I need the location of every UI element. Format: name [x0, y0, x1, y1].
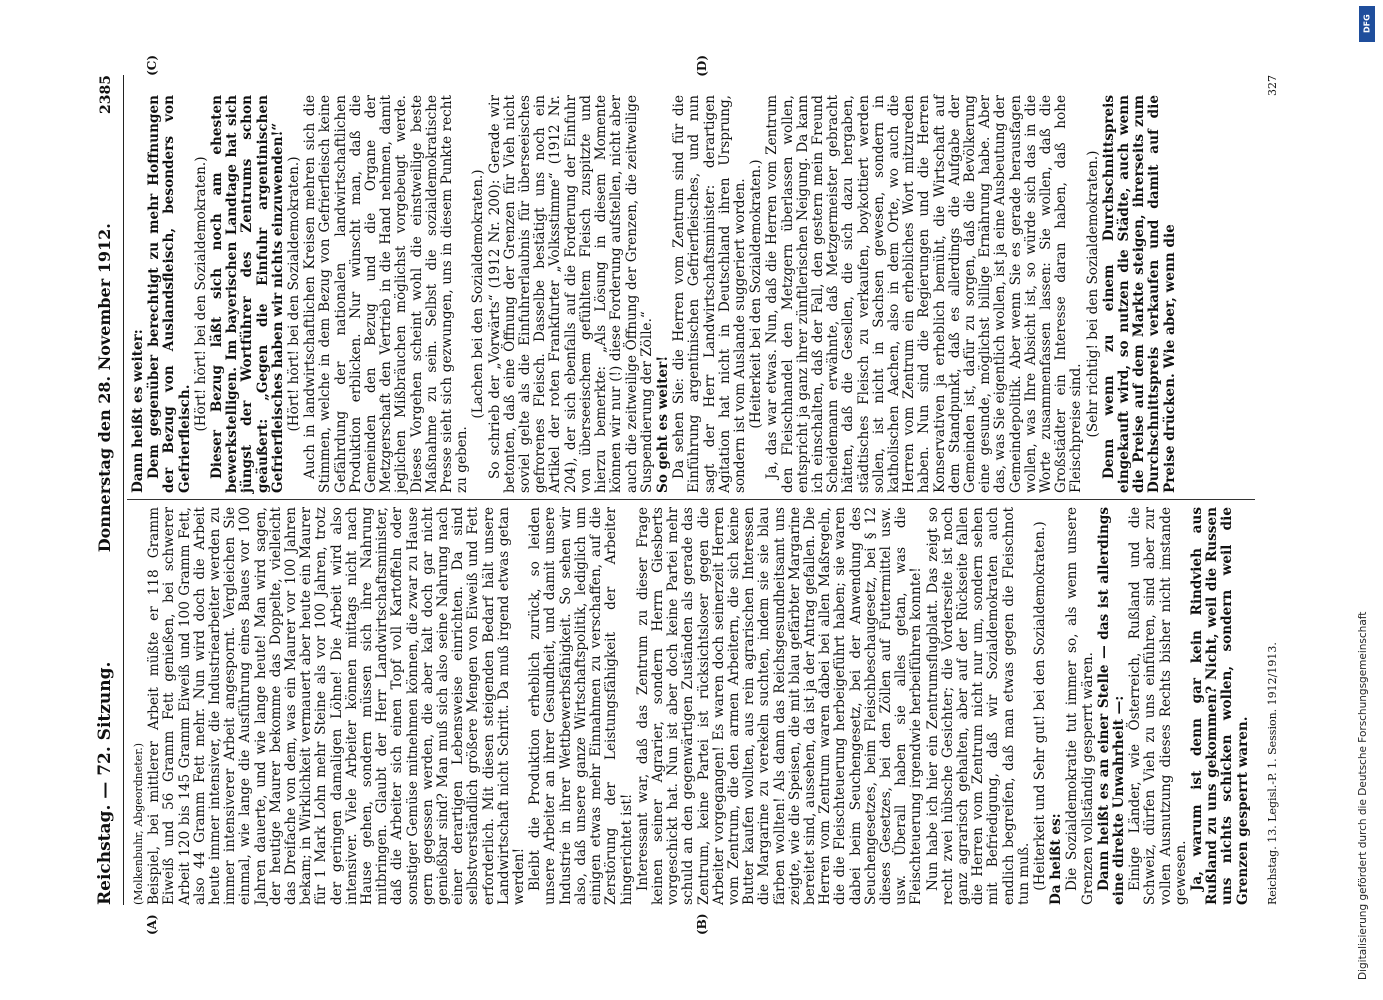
header-date: Donnerstag den 28. November 1912.	[95, 223, 114, 553]
speaker-note: (Molkenbuhr, Abgeordneter.)	[132, 742, 145, 905]
quote: Dieser Bezug läßt sich noch am ehesten bewerkstelligen. Im bayerischen Landtage hat sich jüngst der Wortführer des Zentrums schon geäußert: „Gegen die Einfuhr argentinischen Gefrierfleisches haben wir nichts einzuwenden!“	[209, 95, 286, 493]
paragraph: Ja, warum ist denn gar kein Rindvieh aus Rußland zu uns gekommen? Nicht, weil die Russen uns nichts schicken wollen, sondern weil die Grenzen gesperrt waren.	[1189, 507, 1251, 905]
paragraph: Nun habe ich hier ein Zentrumsflugblatt. Das zeigt so recht zwei hübsche Gesichter; die Vorderseite ist noch ganz agrarisch gehalten, aber auf der Rückseite fallen die Herren vom Zentrum nicht nur um, sondern sehen mit Befriedigung, daß wir Sozialdemokraten auch endlich begreifen, daß man etwas gegen die Fleischnot tun muß.	[924, 507, 1032, 905]
paragraph: Da sehen Sie: die Herren vom Zentrum sind für die Einführung argentinischen Gefrierfleisches, und nun sagt der Herr Landwirtschaftsminister: derartigen Agitation hat nicht in Deutschland ihren Ursprung, sondern ist vom Auslande suggeriert worden.	[671, 95, 748, 493]
margin-mark-a: (A)	[145, 914, 159, 935]
margin-mark-b: (B)	[695, 913, 709, 935]
interjection: (Heiterkeit und Sehr gut! bei den Sozialdemokraten.)	[1031, 521, 1048, 891]
header-title: Reichstag. — 72. Sitzung.	[95, 661, 115, 905]
page-number: 2385	[98, 75, 114, 114]
interjection: (Hört! hört! bei den Sozialdemokraten.)	[192, 156, 209, 432]
paragraph: Dann heißt es weiter:	[130, 329, 146, 493]
interjection: (Lachen bei den Sozialdemokraten.)	[470, 169, 487, 419]
paragraph: Denn wenn zu einem Durchschnittspreis eingekauft wird, so nutzen die Städte, auch wenn die Preise auf dem Markte steigen, ihrerseits zum Durchschnittspreis verkaufen und damit auf die Preise drücken. Wie aber, wenn die	[1100, 95, 1178, 493]
digitization-credit: Digitalisierung gefördert durch die Deutsche Forschungsgemeinschaft	[1357, 611, 1369, 980]
quote: Einige Länder, wie Österreich, Rußland und die Schweiz, dürfen Vieh zu uns einführen, sind aber zur vollen Ausnutzung dieses Rechts bisher nicht imstande gewesen.	[1127, 507, 1189, 905]
paragraph: Da heißt es:	[1048, 813, 1065, 905]
interjection: (Sehr richtig! bei den Sozialdemokraten.)	[1084, 150, 1101, 438]
quote: Die Sozialdemokratie tut immer so, als wenn unsere Grenzen vollständig gesperrt wären.	[1064, 507, 1096, 905]
footer-session: Reichstag. 13. Legisl.-P. 1. Session. 1912/1913.	[1266, 642, 1279, 905]
quote: So schrieb der „Vorwärts“ (1912 Nr. 200): Gerade wir betonten, daß eine Öffnung der Grenzen für Vieh nicht soviel gelte als die Einfuhrerlaubnis für überseeisches gefrorenes Fleisch. Dasselbe bestätigt uns noch ein Artikel der roten Frankfurter „Volksstimme“ (1912 Nr. 204), der sich ebenfalls auf die Forderung der Einfuhr von überseeischem gefühltem Fleisch zuspitzte und hierzu bemerkte: „Als Lösung in diesem Momente können wir nur (!) diese Forderung aufstellen, nicht aber auch die zeitweilige Öffnung der Grenzen, die zeitweilige Suspendierung der Zölle.“	[486, 95, 655, 493]
paragraph: Interessant war, daß das Zentrum zu dieser Frage keinen seiner Agrarier, sondern Herrn Giesberts vorgeschickt hat. Nun ist aber doch keine Partei mehr schuld an den gegenwärtigen Zuständen als gerade das Zentrum, keine Partei ist rücksichtsloser gegen die Arbeiter vorgegangen! Es waren doch seinerzeit Herren vom Zentrum, die den armen Arbeitern, die sich keine Butter kaufen wollten, aus rein agrarischen Interessen die Margarine zu verekeln suchten, indem sie sie blau färben wollten! Als dann das Reichsgesundheitsamt uns zeigte, wie die Speisen, die mit blau gefärbter Margarine bereitet sind, aussehen, da ist ja der Antrag gefallen. Die Herren vom Zentrum waren dabei bei allen Maßregeln, die die Fleischteuerung herbeigeführt haben; sie waren dabei beim Seuchengesetz, bei der Anwendung des Seuchengesetzes, beim Fleischbeschaugesetz, bei § 12 dieses Gesetzes, bei den Zöllen auf Futtermittel usw. usw. Überall haben sie alles getan, was die Fleischteuerung irgendwie herbeiführen konnte!	[634, 507, 925, 905]
footer-sheet-number: 327	[1266, 75, 1279, 96]
quote: Auch in landwirtschaftlichen Kreisen mehren sich die Stimmen, welche in dem Bezug von Gefrierfleisch keine Gefährdung der nationalen landwirtschaftlichen Produktion erblicken. Nur wünscht man, daß die Gemeinden den Bezug und die Organe der Metzgerschaft den Vertrieb in die Hand nehmen, damit jeglichen Mißbräuchen möglichst vorgebeugt werde. Dieses Vorgehen scheint wohl die einstweilige beste Maßnahme zu sein. Selbst die sozialdemokratische Presse sieht sich gezwungen, uns in diesem Punkte recht zu geben.	[302, 95, 471, 493]
header-rule	[123, 75, 124, 905]
page-header	[95, 75, 119, 905]
interjection: (Hört! hört! bei den Sozialdemokraten.)	[286, 156, 303, 432]
paragraph: Beispiel, bei mittlerer Arbeit müßte er 118 Gramm Eiweiß und 56 Gramm Fett genießen, bei schwerer Arbeit 120 bis 145 Gramm Eiweiß und 100 Gramm Fett, also 44 Gramm Fett mehr. Nun wird doch die Arbeit heute immer intensiver, die Industriearbeiter werden zu immer intensiverer Arbeit angespornt. Vergleichen Sie einmal, wie lange die Ausführung eines Baues vor 100 Jahren dauerte, und wie lange heute! Man wird sagen, der heutige Maurer bekomme das Doppelte, vielleicht das Dreifache von dem, was ein Maurer vor 100 Jahren bekam; in Wirklichkeit vermauert aber heute ein Maurer für 1 Mark Lohn mehr Steine als vor 100 Jahren, trotz der geringen damaligen Löhne! Die Arbeit wird also intensiver. Viele Arbeiter können mittags nicht nach Hause gehen, sondern müssen sich ihre Nahrung mitbringen. Glaubt der Herr Landwirtschaftsminister, daß die Arbeiter sich einen Topf voll Kartoffeln oder sonstiger Gemüse mitnehmen können, die zwar zu Hause gern gegessen werden, die aber kalt doch gar nicht genießbar sind? Man muß sich also seine Nahrung nach einer derartigen Lebensweise einrichten. Da sind selbstverständlich größere Mengen von Eiweiß und Fett erforderlich. Mit diesen steigenden Bedarf hält unsere Landwirtschaft nicht Schritt. Da muß irgend etwas getan werden!	[146, 507, 528, 905]
dfg-logo: DFG	[1359, 6, 1375, 42]
interjection: (Heiterkeit bei den Sozialdemokraten.)	[748, 159, 765, 429]
paragraph: Bleibt die Produktion erheblich zurück, so leiden unsere Arbeiter an ihrer Gesundheit, und damit unsere Industrie in ihrer Wettbewerbsfähigkeit. So sehen wir also, daß unsere ganze Wirtschaftspolitik, lediglich um einigen etwas mehr Einnahmen zu verschaffen, auf die Zerstörung der Leistungsfähigkeit der Arbeiter hingerichtet ist!	[527, 507, 635, 905]
paragraph: Ja, das war etwas. Nun, daß die Herren vom Zentrum den Fleischhandel den Metzgern überlassen wollen, entspricht ja ganz ihrer zünftlerischen Neigung. Da kann ich einschalten, daß der Fall, den gestern mein Freund Scheidemann erwähnte, daß Metzgermeister gebracht hätten, daß die Gesellen, die sich dazu hergaben, städtisches Fleisch zu verkaufen, boykottiert werden sollen, ist nicht in Sachsen gewesen, sondern in katholischen Aachen, also in dem Orte, wo auch die Herren vom Zentrum ein erhebliches Wort mitzureden haben. Nun sind die Regierungen und die Herren Konservativen ja erheblich bemüht, die Wirtschaft auf dem Standpunkt, daß es allerdings die Aufgabe der Gemeinden ist, dafür zu sorgen, daß die Bevölkerung eine gesunde, möglichst billige Ernährung habe. Aber das, was Sie eigentlich wollen, ist ja eine Ausbeutung der Gemeindepolitik. Aber wenn Sie es gerade herausfagen wollen, was Ihre Absicht ist, so würde sich das in die Worte zusammenfassen lassen: Sie wollen, daß die Großstädter ein Interesse daran haben, daß hohe Fleischpreise sind.	[764, 95, 1085, 493]
margin-mark-c: (C)	[145, 55, 159, 76]
dfg-sidebar	[1355, 0, 1383, 1000]
left-column	[131, 507, 1255, 905]
margin-mark-d: (D)	[695, 55, 709, 77]
scanned-page	[55, 55, 1315, 945]
column-divider	[127, 499, 1255, 500]
right-column	[131, 95, 1255, 493]
paragraph: So geht es weiter!	[654, 355, 671, 493]
page-footer	[1266, 75, 1279, 905]
paragraph: Dann heißt es an einer Stelle — das ist allerdings eine direkte Unwahrheit —:	[1095, 507, 1127, 905]
quote: Dem gegenüber berechtigt zu mehr Hoffnungen der Bezug von Auslandsfleisch, besonders von Gefrierfleisch.	[146, 95, 193, 493]
